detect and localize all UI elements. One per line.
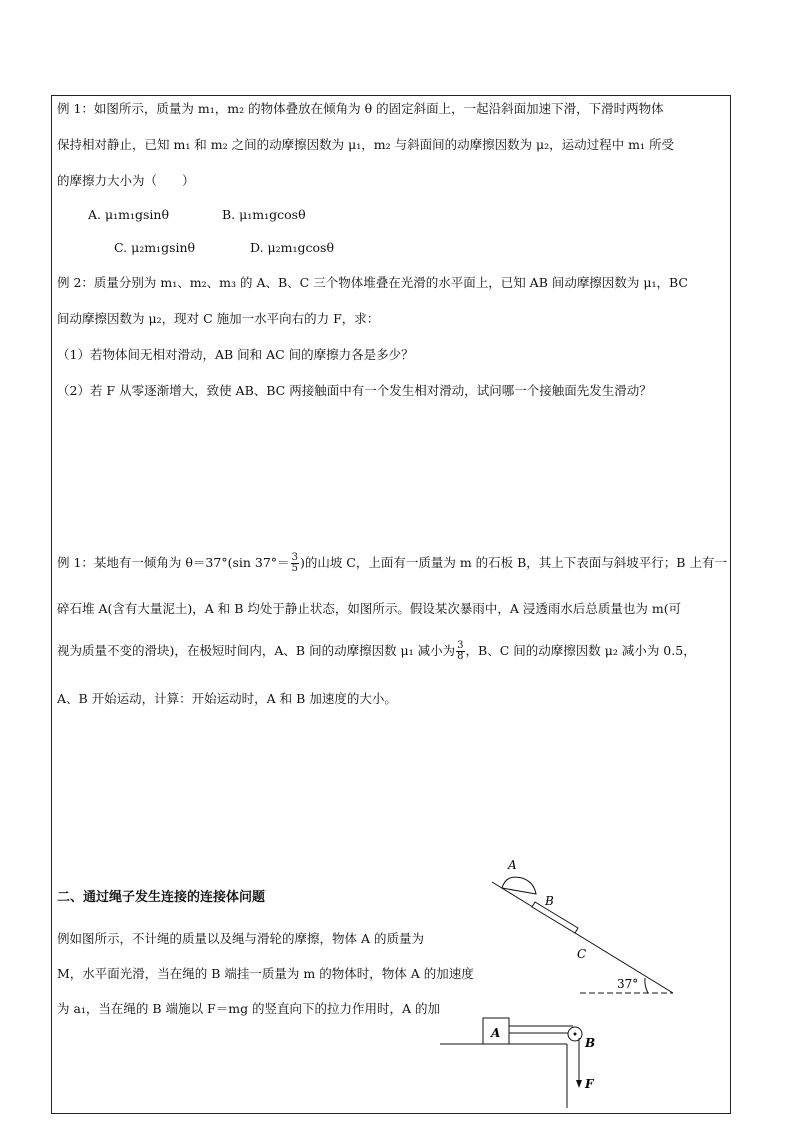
section-2-line-2: M，水平面光滑，当在绳的 B 端挂一质量为 m 的物体时，物体 A 的加速度 (57, 966, 474, 981)
ex2-question-2: （2）若 F 从零逐渐增大，致使 AB、BC 两接触面中有一个发生相对滑动，试问哪一个接触面先发生滑动？ (57, 383, 652, 398)
ex1-option-d: D. μ₂m₁gcosθ (250, 240, 334, 255)
label-c: C (577, 947, 587, 961)
fraction-3-5 (291, 553, 299, 574)
ex2-line-2: 间动摩擦因数为 μ₂，现对 C 施加一水平向右的力 F，求： (57, 311, 380, 326)
label-b: B (545, 894, 554, 908)
angle-label: 37° (617, 977, 639, 991)
incline-figure (480, 852, 685, 1000)
pulley-figure (440, 1012, 600, 1112)
section-2-line-1: 例如图所示，不计绳的质量以及绳与滑轮的摩擦，物体 A 的质量为 (57, 931, 424, 946)
ex1-option-b: B. μ₁m₁gcosθ (222, 207, 306, 222)
section-2-line-3: 为 a₁，当在绳的 B 端施以 F＝mg 的竖直向下的拉力作用时，A 的加 (57, 1001, 441, 1016)
ex3-line-1-a: 例 1：某地有一倾角为 θ＝37°(sin 37°＝ (57, 555, 290, 570)
ex3-line-1-b: )的山坡 C，上面有一质量为 m 的石板 B，其上下表面与斜坡平行；B 上有一 (299, 555, 727, 570)
section-2-heading: 二、通过绳子发生连接的连接体问题 (57, 890, 266, 905)
angle-arc (645, 978, 648, 993)
fraction-numerator: 3 (291, 552, 298, 563)
ex3-line-4: A、B 开始运动，计算：开始运动时，A 和 B 加速度的大小。 (57, 691, 397, 706)
force-arrow-icon (576, 1080, 582, 1088)
pulley-axle (574, 1033, 577, 1036)
fraction-denominator: 5 (291, 563, 298, 574)
ex3-line-3-a: 视为质量不变的滑块)，在极短时间内，A、B 间的动摩擦因数 μ₁ 减小为 (57, 643, 456, 658)
fraction-denominator: 8 (457, 651, 464, 662)
ex3-line-2: 碎石堆 A(含有大量泥土)，A 和 B 均处于静止状态，如图所示。假设某次暴雨中，A 浸透雨水后总质量也为 m(可 (57, 601, 682, 616)
ex1-line-3: 的摩擦力大小为（ ） (57, 173, 195, 188)
slab-b (532, 902, 578, 933)
label-f: F (585, 1077, 594, 1091)
ex1-option-c: C. μ₂m₁gsinθ (114, 240, 196, 255)
ex2-question-1: （1）若物体间无相对滑动，AB 间和 AC 间的摩擦力各是多少？ (57, 347, 414, 362)
ex1-option-a: A. μ₁m₁gsinθ (88, 207, 169, 222)
ex1-line-1: 例 1：如图所示，质量为 m₁，m₂ 的物体叠放在倾角为 θ 的固定斜面上，一起沿斜面加速下滑，下滑时两物体 (57, 101, 664, 116)
ex3-line-3-b: ，B、C 间的动摩擦因数 μ₂ 减小为 0.5， (465, 643, 696, 658)
ex2-line-1: 例 2：质量分别为 m₁、m₂、m₃ 的 A、B、C 三个物体堆叠在光滑的水平面上，已知 AB 间动摩擦因数为 μ₁，BC (57, 275, 688, 290)
label-a: A (491, 1026, 501, 1040)
label-b: B (585, 1036, 596, 1050)
fraction-numerator: 3 (457, 640, 464, 651)
incline-surface (492, 882, 673, 993)
ex1-line-2: 保持相对静止，已知 m₁ 和 m₂ 之间的动摩擦因数为 μ₁，m₂ 与斜面间的动摩擦因数为 μ₂，运动过程中 m₁ 所受 (57, 137, 674, 152)
ex3-line-1 (57, 553, 727, 574)
fraction-3-8 (456, 641, 464, 662)
ex3-line-3 (57, 641, 696, 662)
label-a: A (508, 858, 517, 872)
